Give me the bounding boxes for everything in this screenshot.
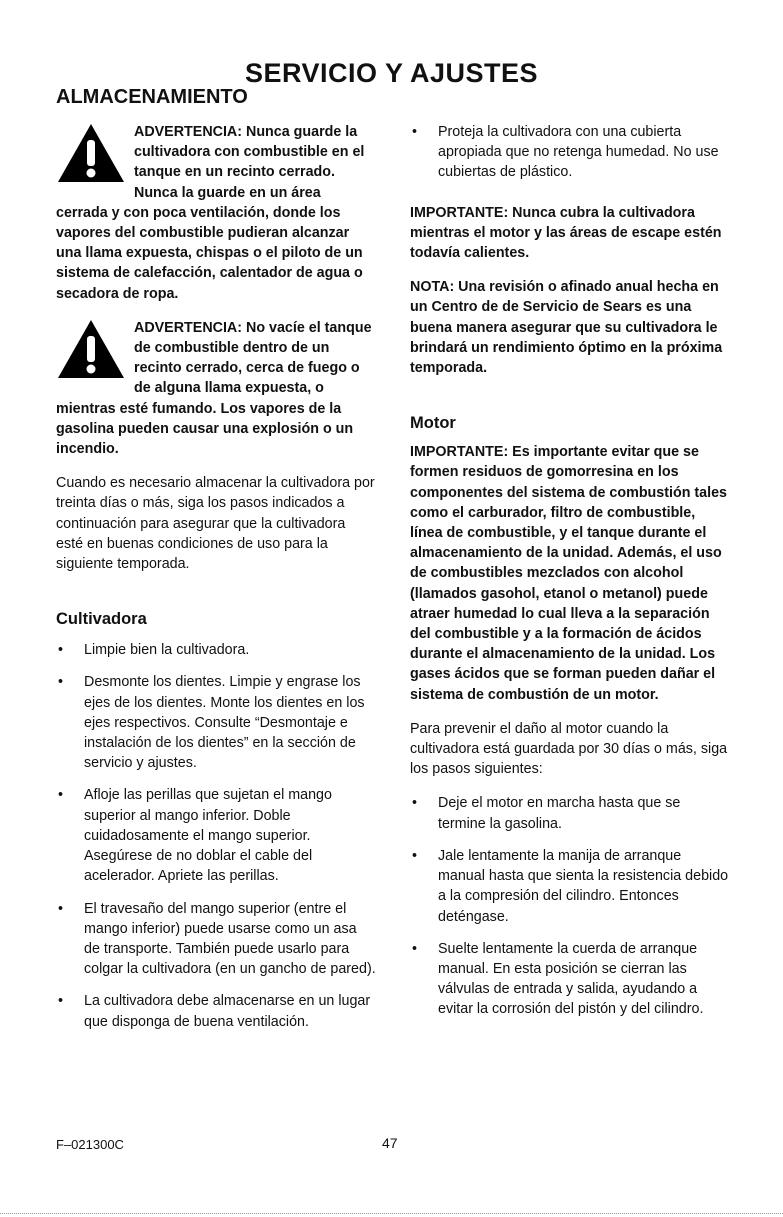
list-item: • Suelte lentamente la cuerda de arranque manual. En esta posición se cierran las válvulas de entrada y salida, ayudando a evitar la corrosión del pistón y del cilindro. bbox=[410, 939, 730, 1020]
document-code: F–021300C bbox=[56, 1137, 124, 1152]
warning-triangle-icon bbox=[56, 318, 126, 380]
page-number: 47 bbox=[382, 1135, 398, 1151]
list-item: • Deje el motor en marcha hasta que se termine la gasolina. bbox=[410, 793, 730, 833]
section-heading: ALMACENAMIENTO bbox=[56, 86, 248, 108]
warning-text-1: ADVERTENCIA: Nunca guarde la cultivadora con combustible en el tanque en un recinto cerrado. Nunca la guarde en un área cerrada y con poca ventilación, donde los vapores del combustible pudieran alcanzar una llama expuesta, chispas o el piloto de un sistema de calefacción, calentador de agua o secadora de ropa. bbox=[56, 124, 365, 302]
important-note-2: IMPORTANTE: Es importante evitar que se formen residuos de gomorresina en los componentes del sistema de combustión tales como el carburador, filtro de combustible, línea de combustible, y el tanque durante el almacenamiento de la unidad. Además, el uso de combustibles mezclados con alcohol (llamados gasohol, etanol o metanol) puede atraer humedad lo cual lleva a la separación del combustible y a la formación de ácidos durante el almacenamiento de la unidad. Los gases ácidos que se forman pueden dañar el sistema de combustión de un motor. bbox=[410, 444, 727, 703]
list-item: • Jale lentamente la manija de arranque manual hasta que sienta la resistencia debido a la compresión del cilindro. Entonces deténgase. bbox=[410, 846, 730, 927]
service-note: NOTA: Una revisión o afinado anual hecha en un Centro de de Servicio de Sears es una buena manera asegurar que su cultivadora le brindará un rendimiento óptimo en la próxima temporada. bbox=[410, 279, 723, 377]
warning-block-2 bbox=[56, 318, 376, 459]
important-note-1: IMPORTANTE: Nunca cubra la cultivadora mientras el motor y las áreas de escape estén todavía calientes. bbox=[410, 204, 722, 262]
page-title: SERVICIO Y AJUSTES bbox=[244, 58, 539, 88]
motor-list bbox=[410, 793, 730, 1019]
subheading-motor: Motor bbox=[410, 414, 456, 433]
bottom-divider bbox=[0, 1213, 783, 1214]
list-item: • Afloje las perillas que sujetan el mango superior al mango inferior. Doble cuidadosamente el mango superior. Asegúrese de no doblar el cable del acelerador. Apriete las perillas. bbox=[56, 785, 376, 886]
list-item: • Limpie bien la cultivadora. bbox=[56, 640, 376, 660]
warning-triangle-icon bbox=[56, 122, 126, 184]
list-item: • La cultivadora debe almacenarse en un lugar que disponga de buena ventilación. bbox=[56, 991, 376, 1031]
storage-intro: Cuando es necesario almacenar la cultivadora por treinta días o más, siga los pasos indicados a continuación para asegurar que la cultivadora esté en buenas condiciones de uso para la siguiente temporada. bbox=[56, 475, 375, 573]
cultivadora-list bbox=[56, 640, 376, 1031]
motor-intro: Para prevenir el daño al motor cuando la cultivadora está guardada por 30 días o más, siga los pasos siguientes: bbox=[410, 720, 728, 778]
cover-list bbox=[410, 122, 730, 183]
warning-block-1 bbox=[56, 122, 376, 304]
left-column bbox=[56, 122, 376, 1044]
list-item: • Proteja la cultivadora con una cubierta apropiada que no retenga humedad. No use cubiertas de plástico. bbox=[410, 122, 730, 183]
list-item: • Desmonte los dientes. Limpie y engrase los ejes de los dientes. Monte los dientes en los ejes respectivos. Consulte “Desmontaje e instalación de los dientes” en la sección de servicio y ajustes. bbox=[56, 672, 376, 773]
list-item: • El travesaño del mango superior (entre el mango inferior) puede usarse como un asa de transporte. También puede usarlo para colgar la cultivadora (en un gancho de pared). bbox=[56, 899, 376, 980]
right-column bbox=[410, 122, 730, 1032]
subheading-cultivadora: Cultivadora bbox=[56, 610, 147, 629]
warning-text-2: ADVERTENCIA: No vacíe el tanque de combustible dentro de un recinto cerrado, cerca de fuego o de alguna llama expuesta, o mientras esté fumando. Los vapores de la gasolina pueden causar una explosión o un incendio. bbox=[56, 319, 372, 458]
